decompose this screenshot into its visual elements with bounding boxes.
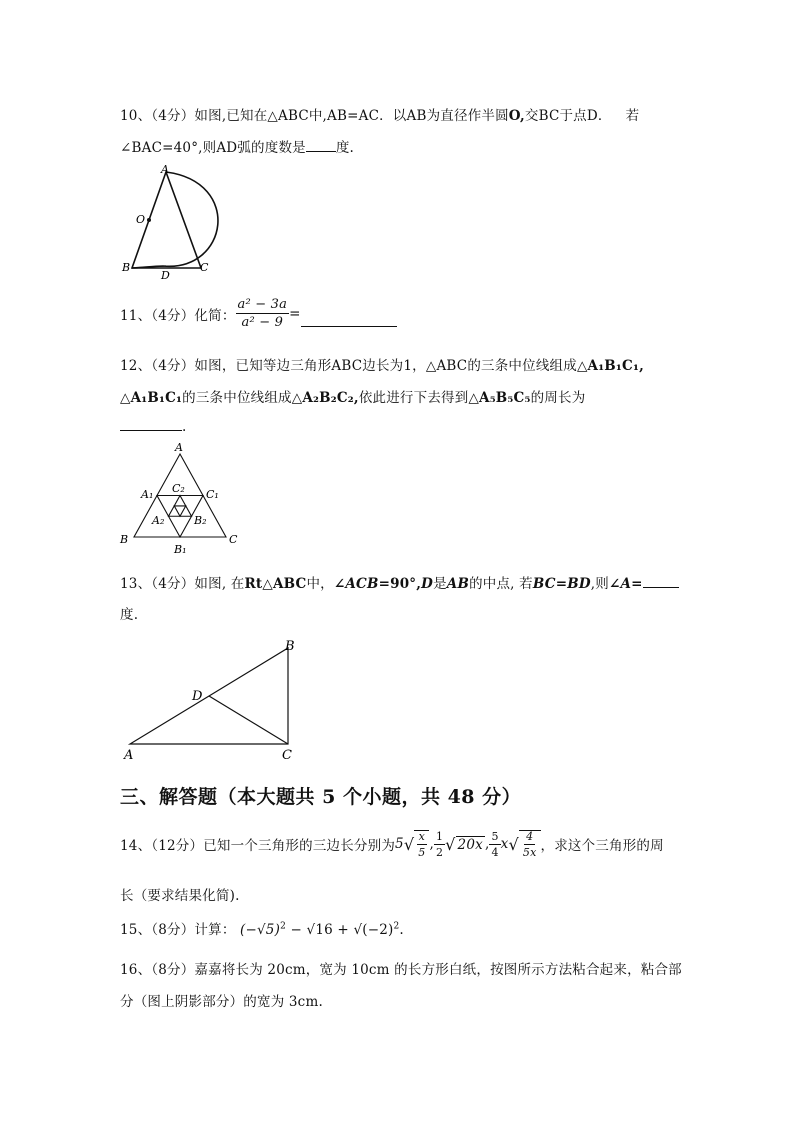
answer-blank[interactable] (301, 314, 397, 327)
q13-line1: 13、（4分）如图, 在Rt△ABC中，∠ACB=90°,D是AB的中点, 若BC=BD,则∠A= (120, 572, 679, 592)
label-a1: A₁ (141, 488, 154, 501)
answer-blank[interactable] (120, 418, 182, 431)
q12-line3: . (120, 418, 187, 435)
q10-line2: ∠BAC=40°,则AD弧的度数是 度. (120, 140, 355, 156)
triangle-a3b3c3 (174, 506, 186, 516)
q11-number: 11、（4分） (120, 307, 195, 324)
q14-line2: 长（要求结果化简). (120, 888, 240, 904)
label-c: C (229, 533, 238, 546)
q10-line1: 10、（4分）如图,已知在△ABC中,AB=AC．以AB为直径作半圆O,交BC于点D． 若 (120, 108, 640, 124)
q15-line: 15、（8分）计算： $(-√5)^2 - √16 + √(-2)^2$. (120, 921, 404, 938)
q13-line2: 度. (120, 607, 139, 623)
q15-number: 15、（8分） (120, 922, 195, 938)
figure-q10-semicircle (118, 162, 228, 282)
center-point-o (147, 218, 151, 222)
q11-line: 11、（4分） 化简： $\frac{\text{a² − 3a}}{\text{a² − 9}}$ = (120, 298, 397, 329)
figure-q12-triangles (114, 440, 244, 560)
label-c1: C₁ (206, 488, 219, 501)
label-o: O (136, 213, 146, 226)
q16-line1: 16、（8分）嘉嘉将长为 20cm，宽为 10cm 的长方形白纸，按图所示方法粘合起来，粘合部 (120, 962, 682, 978)
q14-line1: 14、（12分） 已知一个三角形的三边长分别为 5 √ $\frac{x}{5}$ , $\frac{1}{2}$ √ 20x , $\frac{5}{4}$ x √ $\frac{4}{5x}$ ，求这个三角形的周 (120, 829, 664, 859)
answer-blank[interactable] (306, 139, 336, 152)
section-heading: 三、解答题（本大题共 5 个小题，共 48 分） (120, 786, 522, 808)
q14-number: 14、（12分） (120, 838, 204, 854)
q13-number: 13、（4分） (120, 576, 195, 592)
q12-line2: △A₁B₁C₁的三条中位线组成△A₂B₂C₂,依此进行下去得到△A₅B₅C₅的周长为 (120, 390, 586, 406)
q12-number: 12、（4分） (120, 358, 195, 374)
label-a: A (175, 441, 183, 454)
q12-line1: 12、（4分）如图，已知等边三角形ABC边长为1，△ABC的三条中位线组成△A₁B₁C₁, (120, 358, 644, 374)
label-a: A (161, 163, 169, 176)
label-d: D (161, 269, 170, 282)
q10-number: 10、（4分） (120, 108, 195, 124)
figure-q13-right-triangle (118, 632, 308, 764)
label-c2: C₂ (172, 482, 185, 495)
q11-fraction: $\frac{\text{a² − 3a}}{\text{a² − 9}}$ (237, 297, 288, 330)
label-b1: B₁ (174, 543, 187, 556)
label-a: A (124, 748, 134, 763)
label-b2: B₂ (194, 514, 207, 527)
label-b: B (285, 639, 295, 654)
label-b: B (122, 261, 131, 274)
answer-blank[interactable] (643, 575, 679, 588)
label-b: B (120, 533, 129, 546)
label-c: C (200, 261, 209, 274)
label-d: D (192, 689, 203, 704)
label-c: C (282, 748, 292, 763)
q16-number: 16、（8分） (120, 962, 195, 978)
segment-dc (209, 696, 288, 744)
label-a2: A₂ (152, 514, 165, 527)
q16-line2: 分（图上阴影部分）的宽为 3cm. (120, 994, 323, 1010)
